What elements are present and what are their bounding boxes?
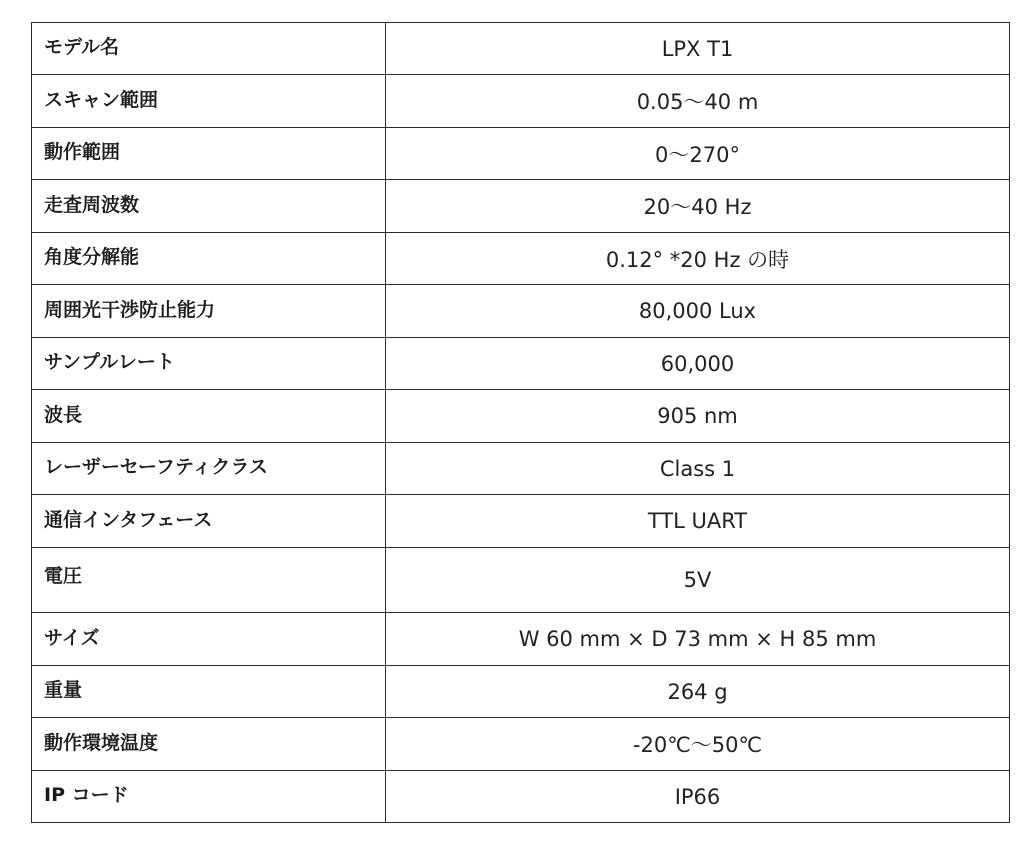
spec-value-cell: [386, 771, 1010, 823]
spec-label: 電圧: [44, 564, 83, 587]
spec-value-cell: [386, 495, 1010, 548]
table-row: [32, 718, 1010, 771]
spec-label-cell: [32, 666, 386, 718]
spec-value: -20℃〜50℃: [632, 733, 763, 757]
table-row: [32, 180, 1010, 233]
spec-value: 60,000: [660, 351, 735, 376]
table-row: [32, 771, 1010, 823]
table-row: [32, 128, 1010, 180]
spec-label: 走査周波数: [44, 193, 140, 216]
spec-value-cell: [386, 666, 1010, 718]
spec-label-cell: [32, 495, 386, 548]
spec-label: 通信インタフェース: [44, 508, 213, 531]
spec-value: IP66: [674, 784, 721, 809]
spec-label-cell: [32, 233, 386, 285]
spec-value: TTL UART: [647, 509, 748, 533]
spec-value-cell: [386, 180, 1010, 233]
table-row: [32, 666, 1010, 718]
spec-label-cell: [32, 548, 386, 613]
spec-value: 20〜40 Hz: [643, 195, 752, 219]
table-row: [32, 390, 1010, 443]
spec-label: 角度分解能: [44, 246, 140, 268]
spec-label: モデル名: [44, 36, 120, 58]
spec-value: 80,000 Lux: [638, 299, 757, 323]
spec-value-cell: [386, 75, 1010, 128]
spec-label-cell: [32, 390, 386, 443]
spec-label: 波長: [44, 403, 83, 426]
spec-value: 905 nm: [657, 404, 738, 428]
spec-label: 動作範囲: [44, 141, 121, 163]
spec-label-cell: [32, 338, 386, 390]
spec-label-cell: [32, 180, 386, 233]
table-row: [32, 613, 1010, 666]
spec-label-cell: [32, 23, 386, 75]
spec-value: 0〜270°: [655, 142, 740, 167]
spec-label: 動作環境温度: [44, 731, 159, 754]
spec-label: サンプルレート: [44, 351, 175, 373]
spec-label-cell: [32, 718, 386, 771]
spec-label: サイズ: [44, 626, 100, 649]
spec-label-cell: [32, 75, 386, 128]
spec-value-cell: [386, 548, 1010, 613]
spec-label: スキャン範囲: [44, 88, 159, 111]
spec-value-cell: [386, 718, 1010, 771]
table-row: [32, 23, 1010, 75]
table-row: [32, 285, 1010, 338]
spec-value-cell: [386, 390, 1010, 443]
table-row: [32, 75, 1010, 128]
spec-value: 264 g: [667, 679, 728, 704]
spec-value-cell: [386, 285, 1010, 338]
spec-label-cell: [32, 613, 386, 666]
table-row: [32, 443, 1010, 495]
spec-value-cell: [386, 613, 1010, 666]
spec-value: 0.12° *20 Hz の時: [605, 247, 790, 272]
spec-label-cell: [32, 128, 386, 180]
spec-value: 5V: [683, 568, 712, 592]
spec-value-cell: [386, 23, 1010, 75]
table-row: [32, 495, 1010, 548]
spec-value-cell: [386, 443, 1010, 495]
spec-label: 周囲光干渉防止能力: [44, 298, 216, 321]
spec-value-cell: [386, 128, 1010, 180]
spec-value: 0.05〜40 m: [636, 90, 759, 114]
table-row: [32, 548, 1010, 613]
spec-label: レーザーセーフティクラス: [44, 456, 268, 478]
spec-value: W 60 mm × D 73 mm × H 85 mm: [518, 627, 877, 651]
spec-value-cell: [386, 233, 1010, 285]
spec-label-cell: [32, 443, 386, 495]
table-row: [32, 233, 1010, 285]
spec-label-cell: [32, 771, 386, 823]
spec-label-cell: [32, 285, 386, 338]
spec-label: IP コード: [44, 784, 129, 806]
table-row: [32, 338, 1010, 390]
spec-label: 重量: [44, 679, 83, 701]
spec-value: Class 1: [659, 456, 736, 481]
spec-value-cell: [386, 338, 1010, 390]
spec-value: LPX T1: [661, 36, 734, 61]
spec-table: [31, 22, 1010, 823]
